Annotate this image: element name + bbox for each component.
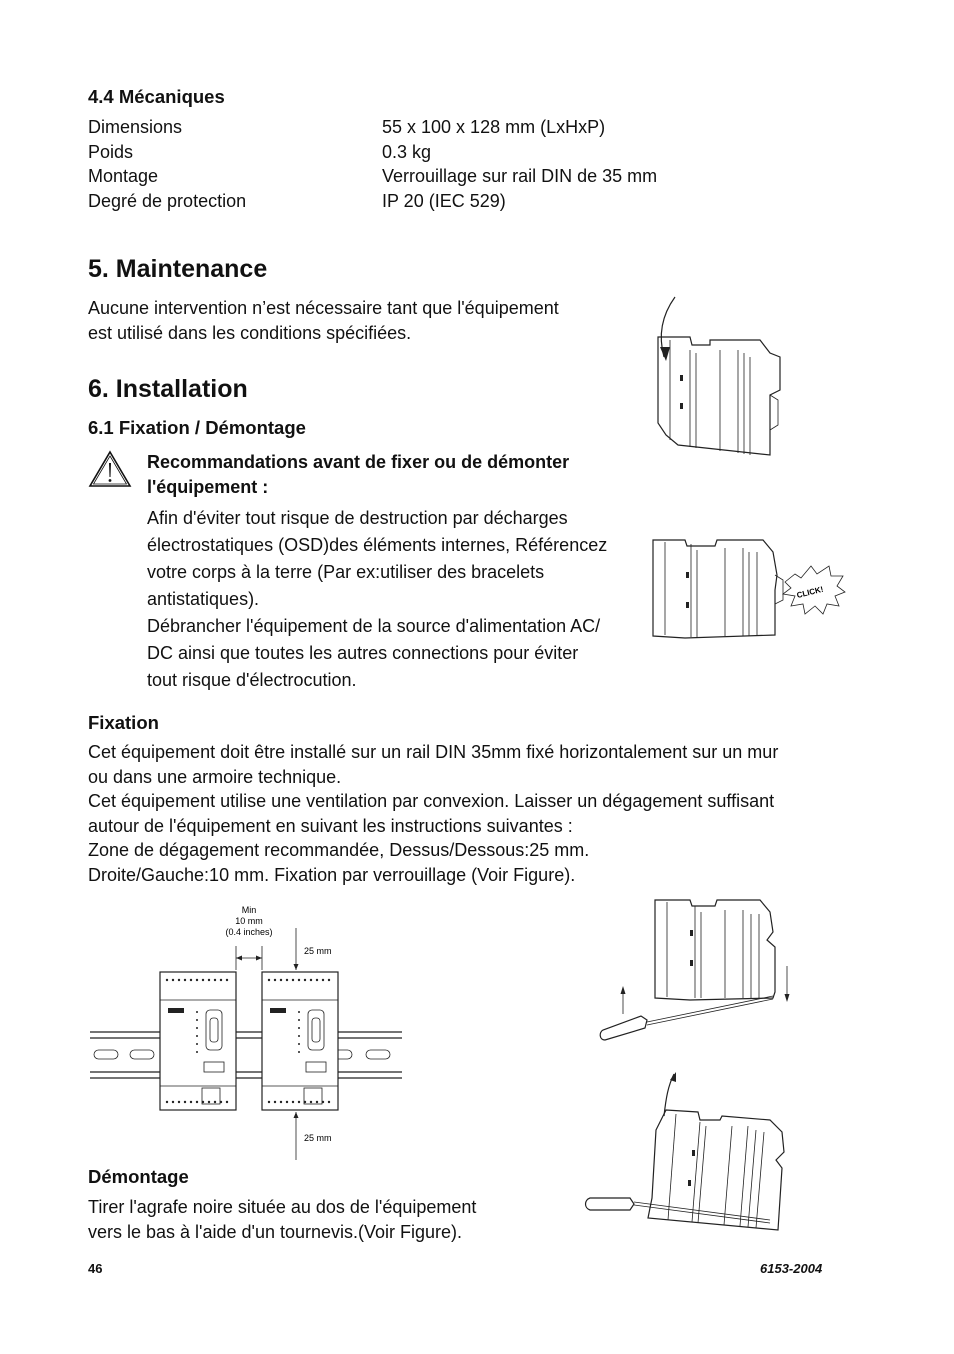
clearance-diagram (90, 900, 410, 1165)
warning-title: l'équipement : (147, 477, 269, 497)
warning-line: votre corps à la terre (Par ex:utiliser des bracelets (147, 562, 545, 582)
spec-value: Verrouillage sur rail DIN de 35 mm (382, 166, 658, 186)
subsection-heading-fixation-demontage: 6.1 Fixation / Démontage (88, 417, 306, 438)
fixation-line: Cet équipement doit être installé sur un rail DIN 35mm fixé horizontalement sur un mur (88, 742, 779, 762)
section-heading-installation: 6. Installation (88, 375, 248, 403)
warning-icon (88, 450, 132, 488)
fixation-line: Droite/Gauche:10 mm. Fixation par verrouillage (Voir Figure). (88, 864, 576, 885)
spec-label: Degré de protection (88, 190, 247, 211)
device-click-illustration (645, 530, 845, 645)
min-label: 10 mm (235, 916, 263, 926)
warning-line: DC ainsi que toutes les autres connections pour éviter (147, 643, 579, 663)
warning-line: tout risque d'électrocution. (147, 670, 357, 690)
demontage-line: vers le bas à l'aide d'un tournevis.(Voir Figure). (88, 1221, 463, 1242)
spec-label: Dimensions (88, 117, 183, 137)
spec-label: Poids (88, 141, 134, 162)
clearance-bottom-label: 25 mm (304, 1133, 332, 1143)
fixation-heading: Fixation (88, 712, 159, 733)
screwdriver-release-illustration (595, 892, 805, 1052)
maintenance-line: Aucune intervention n’est nécessaire tant que l'équipement (88, 298, 559, 318)
demontage-line: Tirer l'agrafe noire située au dos de l'équipement (88, 1197, 477, 1217)
spec-value: IP 20 (IEC 529) (382, 190, 506, 211)
fixation-body (88, 740, 778, 887)
fixation-line: ou dans une armoire technique. (88, 766, 342, 787)
doc-code: 6153-2004 (760, 1261, 823, 1276)
device-module (160, 972, 236, 1110)
section-heading-maintenance: 5. Maintenance (88, 255, 268, 283)
section-heading-mecaniques: 4.4 Mécaniques (88, 86, 225, 107)
maintenance-line: est utilisé dans les conditions spécifiées. (88, 322, 412, 343)
min-label: Min (241, 905, 257, 915)
warning-title: Recommandations avant de fixer ou de démonter (147, 452, 570, 472)
clearance-top-label: 25 mm (304, 946, 332, 956)
spec-value: 0.3 kg (382, 141, 432, 162)
warning-line: antistatiques). (147, 589, 260, 609)
min-label: (0.4 inches) (225, 927, 273, 937)
spec-value: 55 x 100 x 128 mm (LxHxP) (382, 117, 606, 137)
spec-label: Montage (88, 166, 159, 186)
screwdriver-tilt-illustration (580, 1070, 800, 1240)
device-tilt-illustration (640, 295, 790, 465)
warning-line: électrostatiques (OSD)des éléments internes, Référencez (147, 535, 608, 555)
warning-line: Afin d'éviter tout risque de destruction par décharges (147, 508, 568, 528)
warning-body (147, 505, 607, 694)
warning-line: Débrancher l'équipement de la source d'alimentation AC/ (147, 616, 601, 636)
demontage-heading: Démontage (88, 1166, 189, 1187)
click-label: CLICK! (795, 584, 825, 600)
device-module (262, 972, 338, 1110)
fixation-line: autour de l'équipement en suivant les instructions suivantes : (88, 815, 573, 836)
fixation-line: Cet équipement utilise une ventilation par convexion. Laisser un dégagement suffisant (88, 791, 775, 811)
fixation-line: Zone de dégagement recommandée, Dessus/Dessous:25 mm. (88, 840, 590, 860)
page-number: 46 (88, 1261, 103, 1276)
